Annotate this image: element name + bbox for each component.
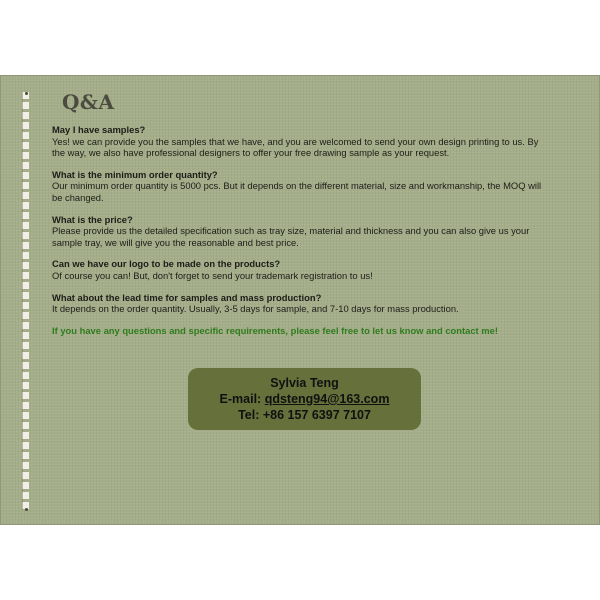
question: What about the lead time for samples and mass production? bbox=[52, 291, 322, 303]
qa-item bbox=[52, 292, 544, 315]
question: What is the minimum order quantity? bbox=[52, 168, 218, 180]
question: What is the price? bbox=[52, 213, 133, 225]
stitch-binding bbox=[22, 92, 29, 510]
qa-item bbox=[52, 169, 544, 204]
qa-item bbox=[52, 124, 544, 159]
answer: Our minimum order quantity is 5000 pcs. But it depends on the different material, size and workmanship, the MOQ will be changed. bbox=[52, 180, 542, 203]
answer: Yes! we can provide you the samples that we have, and you are welcomed to send your own design printing to us. By the way, we also have professional designers to offer your free drawing sample as your request. bbox=[52, 135, 539, 159]
question: Can we have our logo to be made on the products? bbox=[52, 258, 281, 270]
qa-item bbox=[52, 258, 544, 281]
qa-item bbox=[52, 214, 544, 249]
stitch-top-dot bbox=[25, 92, 28, 95]
contact-email-line bbox=[188, 391, 421, 407]
answer: Of course you can! But, don't forget to send your trademark registration to us! bbox=[52, 269, 373, 281]
stitch-bottom-dot bbox=[25, 508, 28, 511]
answer: It depends on the order quantity. Usually, 3-5 days for sample, and 7-10 days for mass production. bbox=[52, 303, 459, 315]
page-title: Q&A bbox=[62, 90, 115, 114]
email-label: E-mail: bbox=[219, 392, 265, 406]
qa-list bbox=[52, 124, 544, 336]
answer: Please provide us the detailed specification such as tray size, material and thickness and you can also give us your sample tray, we will give you the reasonable and best price. bbox=[52, 225, 530, 248]
email-link[interactable]: qdsteng94@163.com bbox=[264, 392, 390, 406]
question: May I have samples? bbox=[52, 124, 146, 135]
contact-name: Sylvia Teng bbox=[270, 376, 339, 390]
contact-card bbox=[188, 368, 421, 430]
closing-note: If you have any questions and specific requirements, please feel free to let us know and contact me! bbox=[52, 324, 498, 336]
contact-tel: Tel: +86 157 6397 7107 bbox=[238, 408, 371, 422]
